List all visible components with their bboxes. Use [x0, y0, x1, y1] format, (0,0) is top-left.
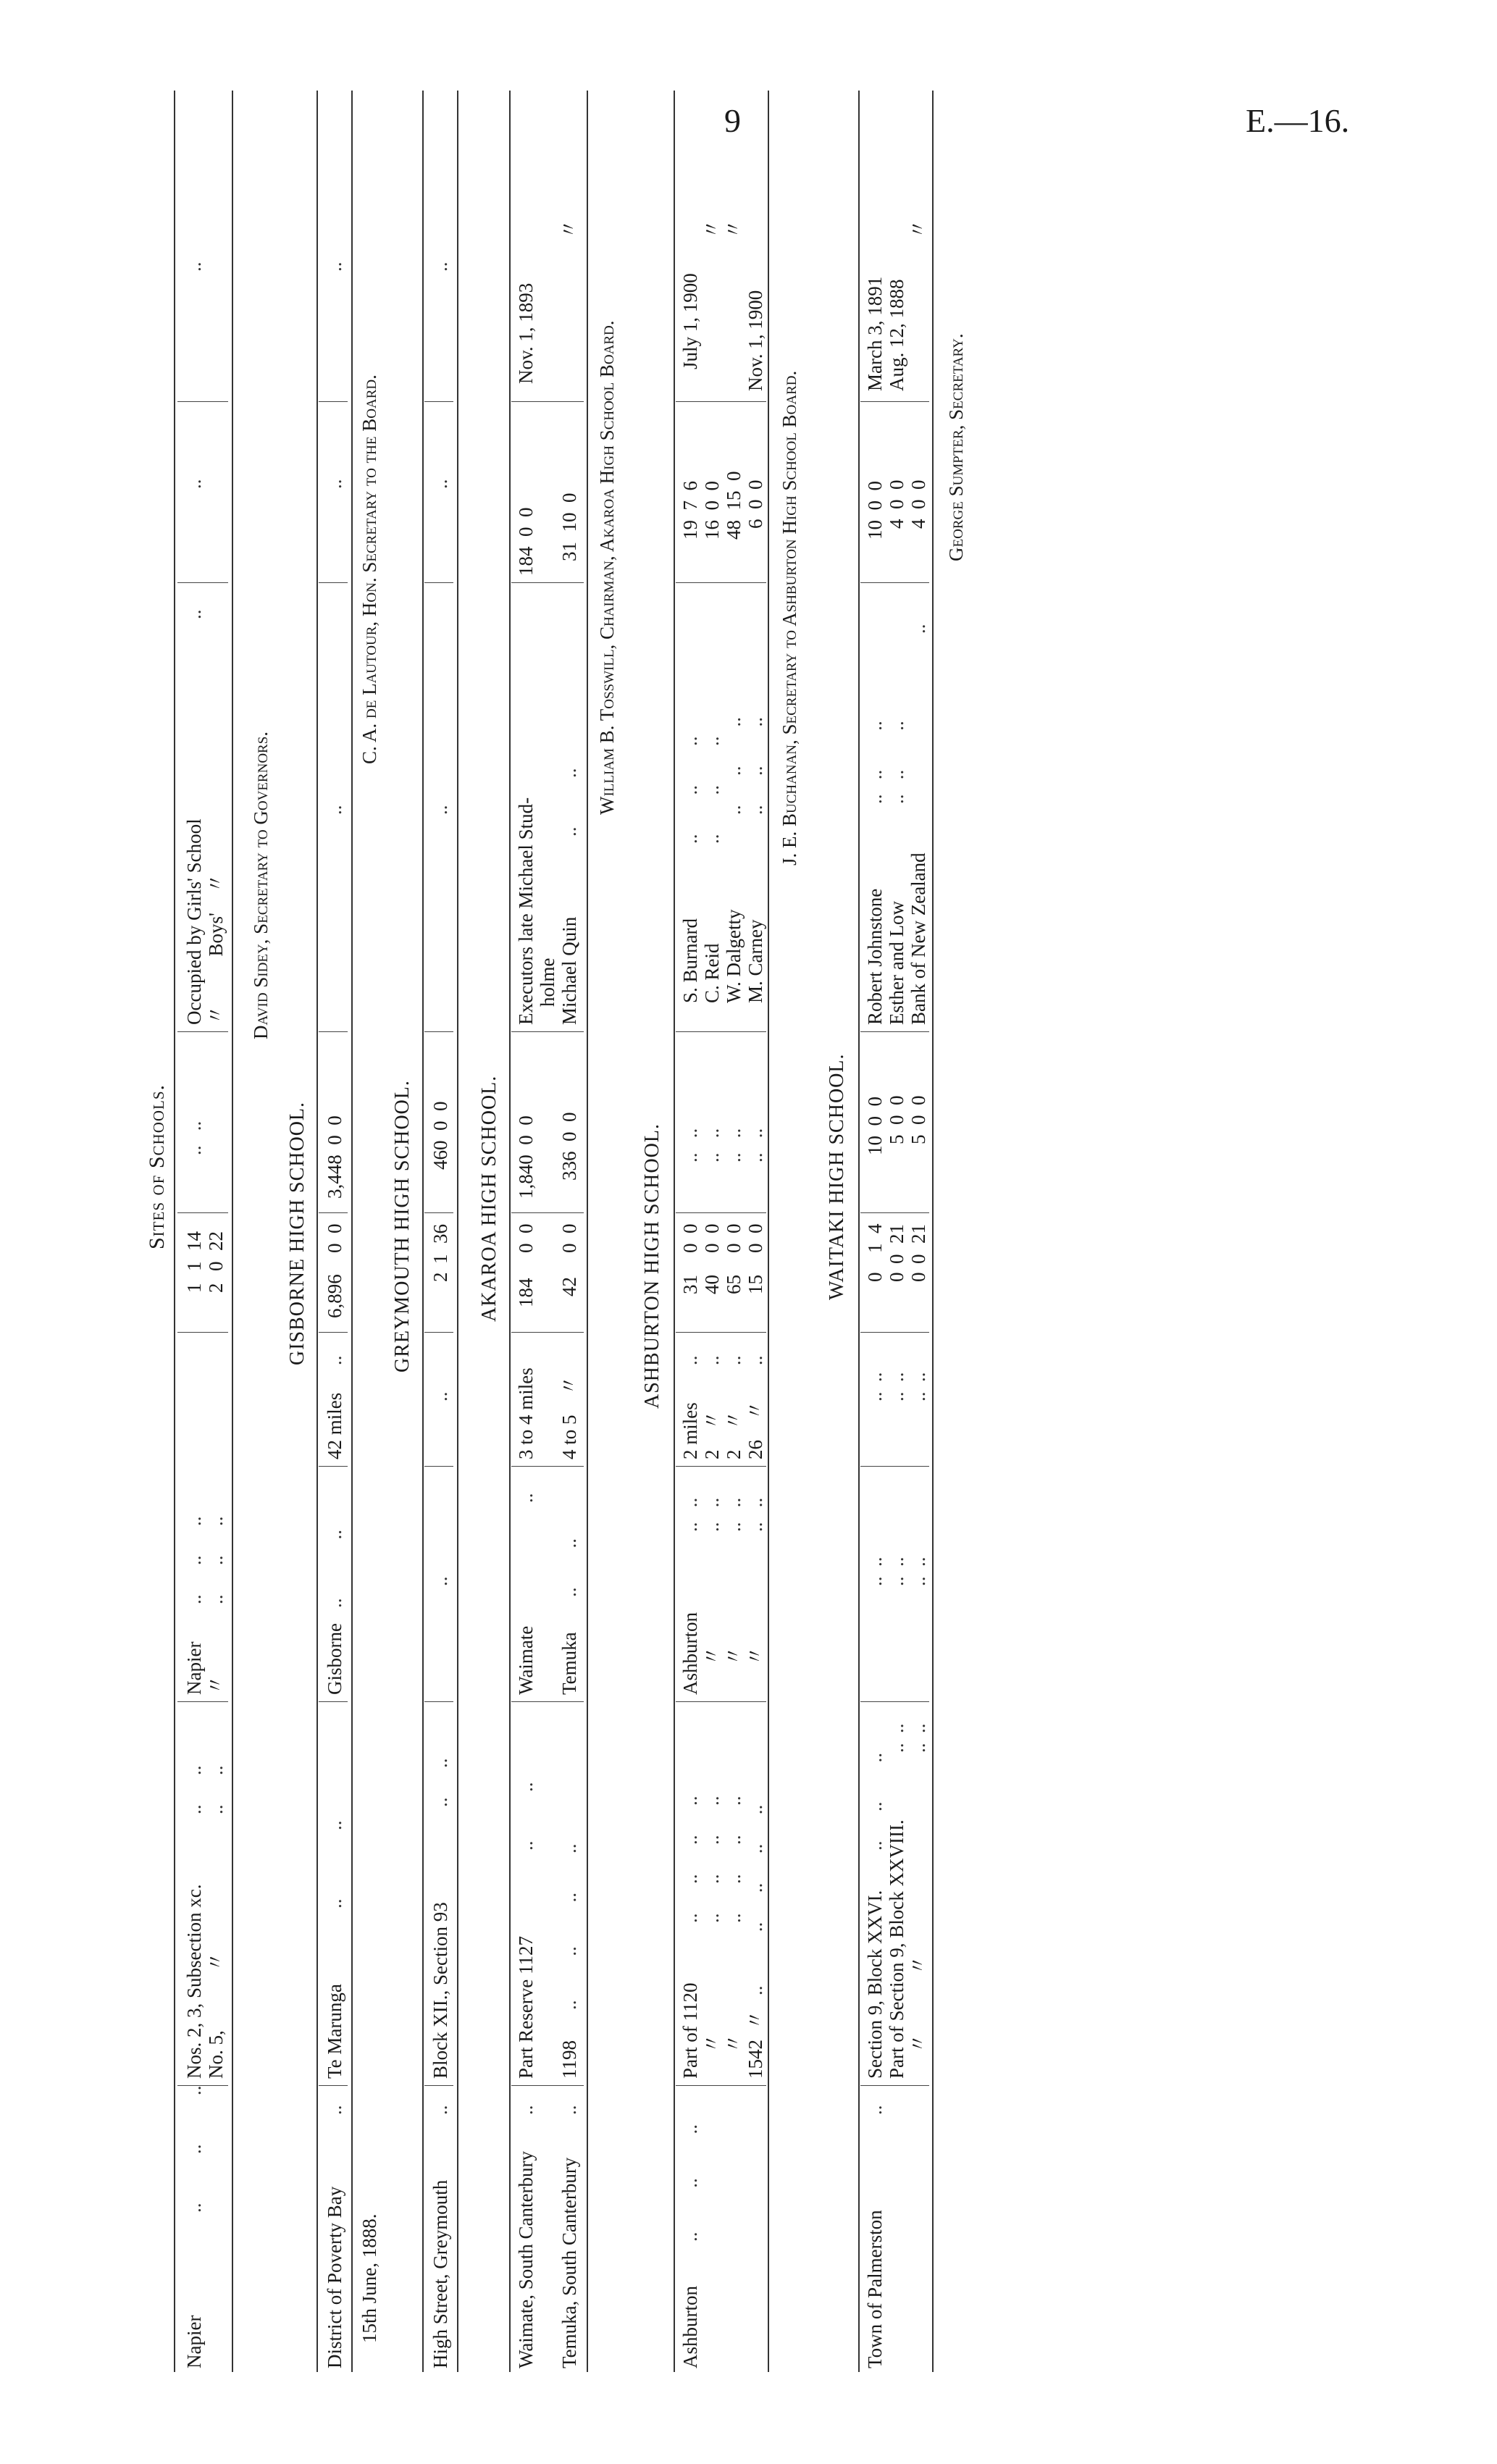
ashburton-occupier-3: M. Carney: [745, 919, 766, 1003]
waitaki-section-0: Section 9, Block XXVI.: [864, 1890, 886, 2079]
waitaki-divider-6: [860, 1031, 929, 1032]
akaroa-value-0: 1,840 0 0: [515, 1115, 537, 1199]
akaroa-a-0: 184: [515, 1278, 537, 1307]
napier-r-0: 1: [183, 1261, 205, 1271]
ashburton-occupier-0: S. Burnard: [679, 918, 701, 1003]
waitaki-signature: George Sumpter, Secretary.: [945, 333, 967, 561]
ashburton-divider-6: [676, 1031, 766, 1032]
napier-section-1: No. 5, 〃: [205, 1952, 227, 2079]
waitaki-district-leader-2: .. ..: [907, 1556, 929, 1586]
greymouth-place: High Street, Greymouth: [429, 2179, 451, 2368]
ashburton-title: ASHBURTON HIGH SCHOOL.: [641, 1123, 663, 1409]
ashburton-expiry-0: July 1, 1900: [679, 273, 701, 369]
gisborne-r: 0: [324, 1243, 345, 1253]
napier-r-1: 0: [205, 1261, 227, 1271]
akaroa-a-1: 42: [558, 1277, 580, 1296]
napier-place: Napier: [183, 2315, 205, 2368]
akaroa-divider-6: [511, 1031, 584, 1032]
gisborne-section-leader: .. ..: [324, 1820, 345, 1908]
waitaki-divider: [860, 2085, 929, 2086]
gisborne-distance-leader: ..: [324, 1355, 345, 1365]
ashburton-section-2: 〃: [723, 2034, 745, 2053]
greymouth-r: 1: [429, 1254, 451, 1264]
ashburton-place: Ashburton: [679, 2286, 701, 2368]
greymouth-value: 460 0 0: [429, 1101, 451, 1170]
napier-value-leader: .. ..: [183, 1120, 205, 1155]
ashburton-district-leader-2: .. ..: [723, 1497, 745, 1532]
gisborne-distance: 42 miles: [324, 1392, 345, 1459]
gisborne-expiry-leader: ..: [324, 261, 345, 272]
greymouth-occupier-leader: ..: [429, 805, 451, 815]
ashburton-distance-3: 26 〃: [745, 1401, 766, 1459]
akaroa-section-0: Part Reserve 1127: [515, 1936, 537, 2079]
document-reference: E.—16.: [1246, 102, 1350, 139]
akaroa-title: AKAROA HIGH SCHOOL.: [478, 1075, 500, 1322]
napier-occupier-0: Occupied by Girls' School: [183, 818, 205, 1025]
waitaki-value-1: 5 0 0: [886, 1095, 907, 1144]
ashburton-distance-2: 2 〃: [723, 1410, 745, 1459]
akaroa-divider-5: [511, 1212, 584, 1213]
akaroa-divider-3: [511, 1466, 584, 1467]
akaroa-top-rule: [509, 91, 511, 2372]
gisborne-divider-3: [319, 1466, 348, 1467]
ashburton-section-0: Part of 1120: [679, 1982, 701, 2079]
napier-top-rule: [174, 91, 175, 2372]
akaroa-bottom-rule: [587, 91, 588, 2372]
akaroa-r-1: 0: [558, 1243, 580, 1253]
greymouth-divider-8: [424, 401, 453, 402]
waitaki-p-1: 21: [886, 1224, 907, 1244]
akaroa-place-0: Waimate, South Canterbury: [515, 2150, 537, 2368]
waitaki-expiry-2: 〃: [907, 219, 929, 239]
ashburton-section-leader-1: .. .. .. ..: [701, 1795, 723, 1923]
ashburton-divider-2: [676, 1701, 766, 1702]
ashburton-p-3: 0: [745, 1223, 766, 1233]
ashburton-p-0: 0: [679, 1223, 701, 1233]
akaroa-divider-2: [511, 1701, 584, 1702]
greymouth-p: 36: [429, 1224, 451, 1244]
ashburton-top-rule: [674, 91, 675, 2372]
napier-district-leader: .. .. ..: [183, 1516, 205, 1604]
greymouth-a: 2: [429, 1272, 451, 1282]
gisborne-divider: [319, 2085, 348, 2086]
greymouth-bottom-rule: [457, 91, 458, 2372]
greymouth-divider: [424, 2085, 453, 2086]
waitaki-divider-8: [860, 401, 929, 402]
akaroa-p-0: 0: [515, 1223, 537, 1233]
akaroa-expiry-0: Nov. 1, 1893: [515, 282, 537, 384]
gisborne-occupier-leader: ..: [324, 805, 345, 815]
waitaki-occupier-1: Esther and Low: [886, 901, 907, 1025]
ashburton-distance-leader-0: ..: [679, 1355, 701, 1365]
napier-a-1: 2: [205, 1283, 227, 1293]
greymouth-divider-6: [424, 1031, 453, 1032]
waitaki-divider-2: [860, 1701, 929, 1702]
akaroa-signature: William B. Tosswill, Chairman, Akaroa High School Board.: [596, 320, 618, 815]
akaroa-expiry-1: 〃: [558, 219, 580, 239]
ashburton-a-2: 65: [723, 1275, 745, 1294]
gisborne-divider-6: [319, 1031, 348, 1032]
akaroa-divider-8: [511, 401, 584, 402]
ashburton-district-leader-3: .. ..: [745, 1497, 766, 1532]
akaroa-distance-0: 3 to 4 miles: [515, 1367, 537, 1459]
waitaki-occupier-0: Robert Johnstone: [864, 888, 886, 1025]
gisborne-rent-leader: ..: [324, 479, 345, 489]
gisborne-bottom-rule: [351, 91, 353, 2372]
napier-section-leader-2: .. ..: [205, 1765, 227, 1814]
napier-district-1: 〃: [205, 1675, 227, 1695]
ashburton-a-1: 40: [701, 1275, 723, 1294]
ashburton-rent-3: 6 0 0: [745, 479, 766, 529]
ashburton-value-leader-0: .. ..: [679, 1128, 701, 1162]
waitaki-value-0: 10 0 0: [864, 1097, 886, 1155]
ashburton-occupier-leader-2: .. .. ..: [723, 717, 745, 815]
ashburton-district-2: 〃: [723, 1646, 745, 1666]
napier-occupier-1: 〃 Boys' 〃: [205, 873, 227, 1025]
akaroa-divider-4: [511, 1332, 584, 1333]
akaroa-rent-0: 184 0 0: [515, 507, 537, 576]
napier-expiry-leader: ..: [183, 261, 205, 272]
akaroa-occupier-1: Michael Quin: [558, 916, 580, 1025]
gisborne-divider-7: [319, 582, 348, 583]
ashburton-r-2: 0: [723, 1243, 745, 1253]
ashburton-occupier-leader-0: .. .. ..: [679, 736, 701, 844]
waitaki-value-2: 5 0 0: [907, 1095, 929, 1144]
waitaki-section-1: Part of Section 9, Block XXVIII.: [886, 1819, 907, 2079]
akaroa-divider-7: [511, 582, 584, 583]
akaroa-distance-1: 4 to 5 〃: [558, 1375, 580, 1459]
akaroa-district-leader-1: .. ..: [558, 1538, 580, 1597]
greymouth-divider-7: [424, 582, 453, 583]
ashburton-occupier-1: C. Reid: [701, 943, 723, 1003]
ashburton-section-leader-2: .. .. .. ..: [723, 1795, 745, 1923]
waitaki-divider-3: [860, 1466, 929, 1467]
waitaki-distance-leader-0: .. ..: [864, 1372, 886, 1401]
ashburton-divider: [676, 2085, 766, 2086]
greymouth-divider-5: [424, 1212, 453, 1213]
ashburton-section-leader-0: .. .. .. ..: [679, 1795, 701, 1923]
gisborne-signature: C. A. de Lautour, Hon. Secretary to the Board.: [358, 374, 380, 764]
waitaki-rent-1: 4 0 0: [886, 479, 907, 529]
greymouth-distance-leader: ..: [429, 1391, 451, 1401]
waitaki-occupier-leader-1: .. .. ..: [886, 721, 907, 804]
waitaki-section-2: 〃 〃: [907, 1956, 929, 2053]
waitaki-p-0: 4: [864, 1223, 886, 1233]
ashburton-distance-leader-1: ..: [701, 1355, 723, 1365]
waitaki-occupier-2: Bank of New Zealand: [907, 852, 929, 1025]
ashburton-rent-1: 16 0 0: [701, 481, 723, 540]
waitaki-expiry-0: March 3, 1891: [864, 276, 886, 391]
greymouth-place-leader: ..: [429, 2105, 451, 2115]
napier-divider-2: [177, 1701, 228, 1702]
ashburton-distance-leader-3: ..: [745, 1355, 766, 1365]
ashburton-section-1: 〃: [701, 2034, 723, 2053]
ashburton-section-leader-3: .. .. .. .. ..: [745, 1804, 766, 1995]
waitaki-a-1: 0: [886, 1272, 907, 1282]
napier-p-1: 22: [205, 1231, 227, 1251]
ashburton-a-3: 15: [745, 1275, 766, 1294]
ashburton-p-1: 0: [701, 1223, 723, 1233]
ashburton-signature: J. E. Buchanan, Secretary to Ashburton High School Board.: [779, 370, 800, 866]
napier-district-0: Napier: [183, 1641, 205, 1695]
ashburton-bottom-rule: [768, 91, 769, 2372]
napier-bottom-rule: [232, 91, 233, 2372]
ashburton-r-1: 0: [701, 1243, 723, 1253]
ashburton-section-3: 1542 〃: [745, 2010, 766, 2079]
akaroa-divider: [511, 2085, 584, 2086]
waitaki-divider-4: [860, 1332, 929, 1333]
ashburton-district-3: 〃: [745, 1646, 766, 1666]
greymouth-expiry-leader: ..: [429, 261, 451, 272]
ashburton-district-0: Ashburton: [679, 1612, 701, 1695]
gisborne-value: 3,448 0 0: [324, 1115, 345, 1199]
waitaki-occupier-leader-2: ..: [907, 624, 929, 634]
akaroa-occupier-0b: holme: [537, 957, 558, 1007]
gisborne-district-leader: .. ..: [324, 1530, 345, 1608]
waitaki-distance-leader-1: .. ..: [886, 1372, 907, 1401]
napier-rent-leader: ..: [183, 479, 205, 489]
ashburton-distance-1: 2 〃: [701, 1410, 723, 1459]
napier-place-leader: .. .. ..: [183, 2085, 205, 2213]
waitaki-expiry-1: Aug. 12, 1888: [886, 279, 907, 391]
gisborne-place-leader: ..: [324, 2105, 345, 2115]
waitaki-occupier-leader-0: .. .. ..: [864, 721, 886, 804]
waitaki-rent-2: 4 0 0: [907, 479, 929, 529]
waitaki-section-leader-2: .. ..: [907, 1723, 929, 1753]
gisborne-district: Gisborne: [324, 1623, 345, 1695]
ashburton-r-3: 0: [745, 1243, 766, 1253]
napier-divider: [177, 2085, 228, 2086]
napier-a-0: 1: [183, 1283, 205, 1293]
waitaki-a-2: 0: [907, 1272, 929, 1282]
akaroa-section-leader-0: .. ..: [515, 1782, 537, 1851]
napier-occupier-leader: ..: [183, 609, 205, 619]
ashburton-distance-0: 2 miles: [679, 1402, 701, 1459]
waitaki-district-leader-0: .. ..: [864, 1556, 886, 1586]
napier-divider-5: [177, 1031, 228, 1032]
ashburton-rent-0: 19 7 6: [679, 481, 701, 540]
ashburton-distance-leader-2: ..: [723, 1355, 745, 1365]
waitaki-distance-leader-2: .. ..: [907, 1372, 929, 1401]
greymouth-rent-leader: ..: [429, 479, 451, 489]
napier-section-leader: .. ..: [183, 1765, 205, 1814]
gisborne-p: 0: [324, 1223, 345, 1233]
waitaki-top-rule: [858, 91, 860, 2372]
akaroa-p-1: 0: [558, 1223, 580, 1233]
napier-divider-4: [177, 1212, 228, 1213]
napier-divider-7: [177, 401, 228, 402]
ashburton-district-leader-1: .. ..: [701, 1497, 723, 1532]
akaroa-place-1: Temuka, South Canterbury: [558, 2157, 580, 2368]
ashburton-expiry-3: Nov. 1, 1900: [745, 290, 766, 391]
ashburton-divider-7: [676, 582, 766, 583]
gisborne-a: 6,896: [324, 1274, 345, 1318]
akaroa-district-1: Temuka: [558, 1632, 580, 1695]
greymouth-section: Block XII., Section 93: [429, 1902, 451, 2079]
waitaki-r-1: 0: [886, 1254, 907, 1264]
ashburton-value-leader-3: .. ..: [745, 1128, 766, 1162]
ashburton-district-leader-0: .. ..: [679, 1497, 701, 1532]
rotated-table: [141, 91, 1416, 2372]
waitaki-a-0: 0: [864, 1272, 886, 1282]
ashburton-divider-5: [676, 1212, 766, 1213]
ashburton-occupier-leader-1: .. .. ..: [701, 736, 723, 844]
akaroa-rent-1: 31 10 0: [558, 493, 580, 561]
gisborne-divider-4: [319, 1332, 348, 1333]
napier-divider-6: [177, 582, 228, 583]
greymouth-divider-4: [424, 1332, 453, 1333]
waitaki-rent-0: 10 0 0: [864, 481, 886, 540]
waitaki-place: Town of Palmerston: [864, 2210, 886, 2368]
ashburton-r-0: 0: [679, 1243, 701, 1253]
gisborne-section: Te Marunga: [324, 1984, 345, 2079]
akaroa-section-leader-1: .. .. .. ..: [558, 1843, 580, 2010]
waitaki-section-leader-0: .. .. ..: [864, 1753, 886, 1851]
waitaki-section-leader-1: .. ..: [886, 1723, 907, 1753]
akaroa-section-1: 1198: [558, 2040, 580, 2079]
akaroa-place-leader-0: ..: [515, 2105, 537, 2115]
waitaki-title: WAITAKI HIGH SCHOOL.: [826, 1053, 848, 1300]
akaroa-occupier-0: Executors late Michael Stud-: [515, 797, 537, 1025]
waitaki-place-leader: ..: [864, 2105, 886, 2115]
gisborne-title: GISBORNE HIGH SCHOOL.: [286, 1101, 309, 1365]
akaroa-district-0: Waimate: [515, 1625, 537, 1695]
waitaki-bottom-rule: [932, 91, 934, 2372]
ashburton-expiry-1: 〃: [701, 219, 723, 239]
ashburton-expiry-2: 〃: [723, 219, 745, 239]
waitaki-divider-5: [860, 1212, 929, 1213]
greymouth-title: GREYMOUTH HIGH SCHOOL.: [391, 1080, 414, 1373]
ashburton-place-leader: .. .. ..: [679, 2124, 701, 2242]
gisborne-divider-5: [319, 1212, 348, 1213]
akaroa-place-leader-1: ..: [558, 2105, 580, 2115]
waitaki-district-leader-1: .. ..: [886, 1556, 907, 1586]
gisborne-divider-8: [319, 401, 348, 402]
greymouth-district-leader: ..: [429, 1576, 451, 1586]
akaroa-value-1: 336 0 0: [558, 1112, 580, 1181]
ashburton-divider-4: [676, 1332, 766, 1333]
napier-signature: David Sidey, Secretary to Governors.: [250, 731, 272, 1039]
ashburton-occupier-leader-3: .. .. ..: [745, 717, 766, 815]
greymouth-divider-3: [424, 1466, 453, 1467]
waitaki-divider-7: [860, 582, 929, 583]
akaroa-occupier-leader-1: .. ..: [558, 768, 580, 837]
greymouth-section-leader: .. ..: [429, 1758, 451, 1807]
napier-section-0: Nos. 2, 3, Subsection xc.: [183, 1884, 205, 2079]
napier-district-leader-2: .. .. ..: [205, 1516, 227, 1604]
waitaki-r-2: 0: [907, 1254, 929, 1264]
main-title: Sites of Schools.: [145, 1084, 169, 1249]
waitaki-p-2: 21: [907, 1224, 929, 1244]
napier-p-0: 14: [183, 1231, 205, 1251]
ashburton-divider-8: [676, 401, 766, 402]
page-number: 9: [724, 102, 741, 139]
gisborne-place: District of Poverty Bay: [324, 2186, 345, 2368]
greymouth-divider-2: [424, 1701, 453, 1702]
ashburton-value-leader-2: .. ..: [723, 1128, 745, 1162]
ashburton-value-leader-1: .. ..: [701, 1128, 723, 1162]
gisborne-date: 15th June, 1888.: [358, 2213, 380, 2343]
akaroa-district-leader-0: ..: [515, 1493, 537, 1503]
ashburton-a-0: 31: [679, 1275, 701, 1294]
ashburton-district-1: 〃: [701, 1646, 723, 1666]
ashburton-divider-3: [676, 1466, 766, 1467]
gisborne-top-rule: [316, 91, 318, 2372]
waitaki-r-0: 1: [864, 1243, 886, 1253]
ashburton-rent-2: 48 15 0: [723, 471, 745, 540]
greymouth-top-rule: [422, 91, 424, 2372]
akaroa-r-0: 0: [515, 1243, 537, 1253]
ashburton-occupier-2: W. Dalgetty: [723, 909, 745, 1003]
napier-divider-3: [177, 1332, 228, 1333]
gisborne-divider-2: [319, 1701, 348, 1702]
ashburton-p-2: 0: [723, 1223, 745, 1233]
